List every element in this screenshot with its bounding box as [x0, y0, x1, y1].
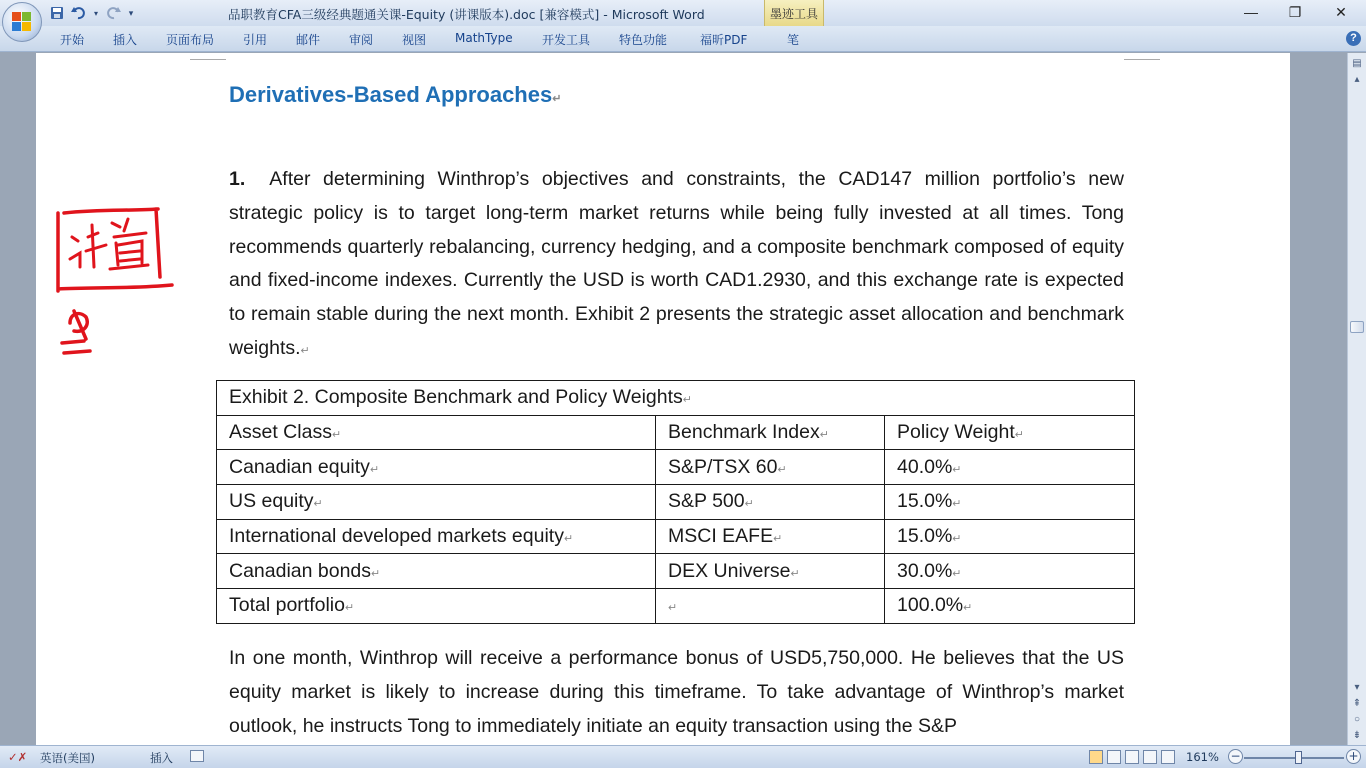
ink-annotation-drawing	[50, 203, 180, 373]
vertical-scrollbar[interactable]	[1347, 53, 1366, 745]
asset-class-cell: US equity↵	[217, 485, 656, 520]
tab-review[interactable]: 审阅	[349, 33, 374, 47]
undo-dropdown-icon[interactable]: ▾	[93, 8, 98, 18]
section-heading: Derivatives-Based Approaches↵	[229, 82, 562, 107]
tab-mailings[interactable]: 邮件	[296, 33, 321, 47]
tab-foxit-pdf[interactable]: 福昕PDF	[700, 33, 748, 47]
customize-dropdown-icon[interactable]: ▾	[128, 7, 134, 18]
exhibit-table	[216, 380, 1135, 624]
tab-insert[interactable]: 插入	[113, 33, 138, 47]
weight-cell: 15.0%↵	[885, 485, 1135, 520]
table-row	[217, 519, 1135, 554]
tab-view[interactable]: 视图	[402, 33, 427, 47]
close-button[interactable]: ✕	[1335, 4, 1347, 20]
scroll-thumb[interactable]	[1350, 321, 1364, 333]
tab-mathtype[interactable]: MathType	[455, 31, 513, 45]
asset-class-cell: International developed markets equity↵	[217, 519, 656, 554]
draft-view-icon[interactable]	[1161, 750, 1175, 764]
help-icon[interactable]: ?	[1346, 31, 1361, 46]
minimize-button[interactable]: —	[1244, 4, 1258, 20]
question-text: After determining Winthrop’s objectives and constraints, the CAD147 million portfolio’s new strategic policy is to target long-term market returns while being fully invested at all times. Tong recommends quarterly rebalancing, currency hedging, and a composite benchmark composed of equity and fixed-income indexes. Currently the USD is worth CAD1.2930, and this exchange rate is expected to remain stable during the next month. Exhibit 2 presents the strategic asset allocation and benchmark weights.	[229, 168, 1124, 359]
next-page-icon[interactable]: ⇟	[1352, 730, 1362, 741]
proofing-error-icon[interactable]: ✓✗	[8, 750, 28, 764]
office-button[interactable]	[2, 2, 42, 42]
previous-page-icon[interactable]: ⇞	[1352, 698, 1362, 709]
table-caption-row	[217, 381, 1135, 416]
office-logo-icon	[12, 12, 32, 32]
zoom-level[interactable]: 161%	[1186, 750, 1219, 764]
header-benchmark-index: Benchmark Index↵	[656, 415, 885, 450]
title-bar	[0, 0, 1366, 26]
undo-icon[interactable]	[70, 4, 88, 22]
tab-page-layout[interactable]: 页面布局	[166, 33, 215, 47]
margin-corner-mark	[1124, 59, 1160, 60]
benchmark-cell: MSCI EAFE↵	[656, 519, 885, 554]
table-row	[217, 554, 1135, 589]
table-row	[217, 485, 1135, 520]
table-row	[217, 450, 1135, 485]
weight-cell: 30.0%↵	[885, 554, 1135, 589]
status-bar	[0, 745, 1366, 768]
macro-recording-icon[interactable]	[190, 750, 204, 762]
asset-class-cell: Total portfolio↵	[217, 589, 656, 624]
document-area	[0, 53, 1346, 745]
weight-cell: 40.0%↵	[885, 450, 1135, 485]
zoom-slider[interactable]	[1244, 757, 1344, 759]
outline-view-icon[interactable]	[1143, 750, 1157, 764]
language-indicator[interactable]: 英语(美国)	[40, 751, 95, 765]
body-paragraph-text: In one month, Winthrop will receive a performance bonus of USD5,750,000. He believes that the US equity market is likely to increase during this timeframe. To take advantage of Winthrop’s market outlook, he instructs Tong to immediately initiate an equity transaction using the S&P	[229, 647, 1124, 737]
benchmark-cell: S&P 500↵	[656, 485, 885, 520]
ruler-toggle-icon[interactable]: ▤	[1352, 58, 1362, 69]
scroll-up-icon[interactable]: ▴	[1354, 74, 1360, 85]
zoom-in-button[interactable]: +	[1346, 749, 1361, 764]
benchmark-cell: S&P/TSX 60↵	[656, 450, 885, 485]
weight-cell: 100.0%↵	[885, 589, 1135, 624]
question-number: 1.	[229, 168, 246, 190]
asset-class-cell: Canadian equity↵	[217, 450, 656, 485]
table-row	[217, 589, 1135, 624]
ink-tools-context-label: 墨迹工具	[764, 0, 824, 26]
insert-mode-indicator[interactable]: 插入	[150, 751, 173, 765]
select-browse-object-icon[interactable]: ○	[1353, 714, 1361, 725]
restore-button[interactable]: ❐	[1288, 4, 1302, 20]
tab-developer[interactable]: 开发工具	[542, 33, 591, 47]
benchmark-cell: ↵	[656, 589, 885, 624]
body-paragraph	[229, 642, 1124, 743]
zoom-out-button[interactable]: −	[1228, 749, 1243, 764]
redo-icon[interactable]	[104, 4, 122, 22]
print-layout-view-icon[interactable]	[1089, 750, 1103, 764]
tab-references[interactable]: 引用	[243, 33, 268, 47]
header-asset-class: Asset Class↵	[217, 415, 656, 450]
save-icon[interactable]	[48, 4, 66, 22]
benchmark-cell: DEX Universe↵	[656, 554, 885, 589]
full-screen-reading-icon[interactable]	[1107, 750, 1121, 764]
tab-special-features[interactable]: 特色功能	[619, 33, 668, 47]
table-header-row	[217, 415, 1135, 450]
weight-cell: 15.0%↵	[885, 519, 1135, 554]
quick-access-toolbar	[48, 3, 136, 23]
question-paragraph: 1. After determining Winthrop’s objectives and constraints, the CAD147 million portfolio’s new strategic policy is to target long-term market returns while being fully invested at all times. Tong recommends quarterly rebalancing, currency hedging, and a composite benchmark composed of equity and fixed-income indexes. Currently the USD is worth CAD1.2930, and this exchange rate is expected to remain stable during the next month. Exhibit 2 presents the strategic asset allocation and benchmark weights.↵	[229, 168, 1124, 359]
scroll-down-icon[interactable]: ▾	[1354, 682, 1360, 693]
web-layout-icon[interactable]	[1125, 750, 1139, 764]
ribbon-tab-bar	[0, 26, 1366, 52]
table-caption: Exhibit 2. Composite Benchmark and Policy Weights↵	[217, 381, 1135, 416]
window-title: 品职教育CFA三级经典题通关课-Equity (讲课版本).doc [兼容模式] - Microsoft Word	[228, 7, 705, 22]
tab-pen[interactable]: 笔	[787, 33, 800, 47]
margin-corner-mark	[190, 59, 226, 60]
zoom-slider-thumb[interactable]	[1295, 751, 1302, 764]
document-page[interactable]	[36, 53, 1290, 745]
asset-class-cell: Canadian bonds↵	[217, 554, 656, 589]
header-policy-weight: Policy Weight↵	[885, 415, 1135, 450]
tab-home[interactable]: 开始	[60, 33, 85, 47]
